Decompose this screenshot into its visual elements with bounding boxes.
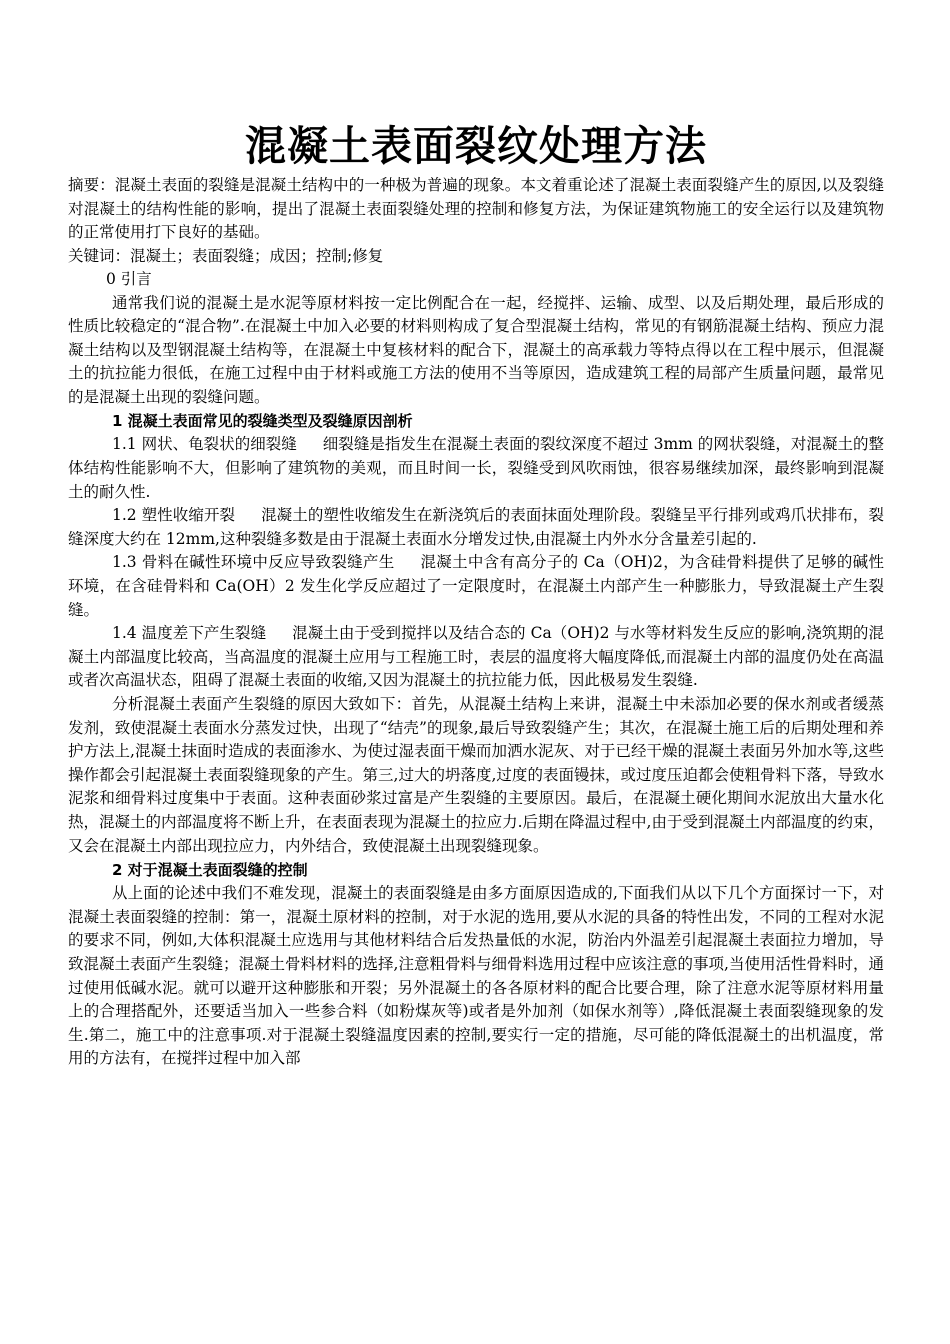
section-1-heading: 1 混凝土表面常见的裂缝类型及裂缝原因剖析 — [112, 412, 413, 431]
section-2-heading: 2 对于混凝土表面裂缝的控制 — [112, 861, 308, 880]
subsection-1-3-text: 混凝土中含有高分子的 Ca（OH)2，为含硅骨料提供了足够的碱性环境，在含硅骨料和 Ca(OH）2 发生化学反应超过了一定限度时，在混凝土内部产生一种膨胀力，导致混凝土产生裂缝。 — [68, 553, 884, 619]
intro-paragraph: 通常我们说的混凝土是水泥等原材料按一定比例配合在一起，经搅拌、运输、成型、以及后期处理，最后形成的性质比较稳定的“混合物”.在混凝土中加入必要的材料则构成了复合型混凝土结构，常见的有钢筋混凝土结构、预应力混凝土结构以及型钢混凝土结构等，在混凝土中复核材料的配合下，混凝土的高承载力等特点得以在工程中展示，但混凝土的抗拉能力很低，在施工过程中由于材料或施工方法的使用不当等原因，造成建筑工程的局部产生质量问题，最常见的是混凝土出现的裂缝问题。 — [68, 293, 884, 406]
document-title: 混凝土表面裂纹处理方法 — [245, 122, 707, 170]
keywords: 关键词：混凝土；表面裂缝；成因；控制;修复 — [68, 246, 384, 265]
subsection-1-4 — [68, 622, 884, 693]
subsection-1-3 — [68, 551, 884, 622]
subsection-1-4-text: 混凝土由于受到搅拌以及结合态的 Ca（OH)2 与水等材料发生反应的影响,浇筑期的混凝土内部温度比较高，当高温度的混凝土应用与工程施工时，表层的温度将大幅度降低,而混凝土内部的温度仍处在高温或者次高温状态，阻碍了混凝土表面的收缩,又因为混凝土的抗拉能力低，因此极易发生裂缝. — [68, 624, 884, 690]
subsection-1-2-title: 1.2 塑性收缩开裂 — [112, 506, 236, 525]
abstract: 摘要：混凝土表面的裂缝是混凝土结构中的一种极为普遍的现象。本文着重论述了混凝土表面裂缝产生的原因,以及裂缝对混凝土的结构性能的影响，提出了混凝土表面裂缝处理的控制和修复方法，为保证建筑物施工的安全运行以及建筑物的正常使用打下良好的基础。 — [68, 176, 884, 241]
section-2-paragraph: 从上面的论述中我们不难发现，混凝土的表面裂缝是由多方面原因造成的,下面我们从以下几个方面探讨一下，对混凝土表面裂缝的控制：第一，混凝土原材料的控制，对于水泥的选用,要从水泥的具备的特性出发，不同的工程对水泥的要求不同，例如,大体积混凝土应选用与其他材料结合后发热量低的水泥，防治内外温差引起混凝土表面拉力增加，导致混凝土表面产生裂缝；混凝土骨料材料的选择,注意粗骨料与细骨料选用过程中应该注意的事项,当使用活性骨料时，通过使用低碱水泥。就可以避开这种膨胀和开裂；另外混凝土的各各原材料的配合比要合理，除了注意水泥等原材料用量上的合理搭配外，还要适当加入一些参合料（如粉煤灰等)或者是外加剂（如保水剂等）,降低混凝土表面裂缝现象的发生.第二，施工中的注意事项.对于混凝土裂缝温度因素的控制,要实行一定的措施，尽可能的降低混凝土的出机温度，常用的方法有，在搅拌过程中加入部 — [68, 884, 884, 1068]
subsection-1-2-text: 混凝土的塑性收缩发生在新浇筑后的表面抹面处理阶段。裂缝呈平行排列或鸡爪状排布，裂缝深度大约在 12mm,这种裂缝多数是由于混凝土表面水分增发过快,由混凝土内外水分含量差引起的. — [68, 506, 885, 548]
subsection-1-1 — [68, 433, 884, 504]
section-0-heading: 0 引言 — [106, 270, 152, 288]
subsection-1-4-title: 1.4 温度差下产生裂缝 — [112, 624, 267, 643]
subsection-1-2 — [68, 504, 884, 551]
document-page — [68, 118, 884, 1071]
analysis-paragraph: 分析混凝土表面产生裂缝的原因大致如下：首先，从混凝土结构上来讲，混凝土中未添加必要的保水剂或者缓蒸发剂，致使混凝土表面水分蒸发过快，出现了“结壳”的现象,最后导致裂缝产生；其次，在混凝土施工后的后期处理和养护方法上,混凝土抹面时造成的表面渗水、为使过湿表面干燥而加洒水泥灰、对于已经干燥的混凝土表面另外加水等,这些操作都会引起混凝土表面裂缝现象的产生。第三,过大的坍落度,过度的表面镘抹，或过度压迫都会使粗骨料下落，导致水泥浆和细骨料过度集中于表面。这种表面砂浆过富是产生裂缝的主要原因。最后，在混凝土硬化期间水泥放出大量水化热，混凝土的内部温度将不断上升，在表面表现为混凝土的拉应力.后期在降温过程中,由于受到混凝土内部温度的约束，又会在混凝土内部出现拉应力，内外结合，致使混凝土出现裂缝现象。 — [68, 695, 884, 855]
subsection-1-1-title: 1.1 网状、龟裂状的细裂缝 — [112, 435, 297, 454]
subsection-1-3-title: 1.3 骨料在碱性环境中反应导致裂缝产生 — [112, 553, 395, 572]
subsection-1-1-text: 细裂缝是指发生在混凝土表面的裂纹深度不超过 3mm 的网状裂缝，对混凝土的整体结构性能影响不大，但影响了建筑物的美观，而且时间一长，裂缝受到风吹雨蚀，很容易继续加深，最终影响到混凝土的耐久性. — [68, 435, 884, 501]
